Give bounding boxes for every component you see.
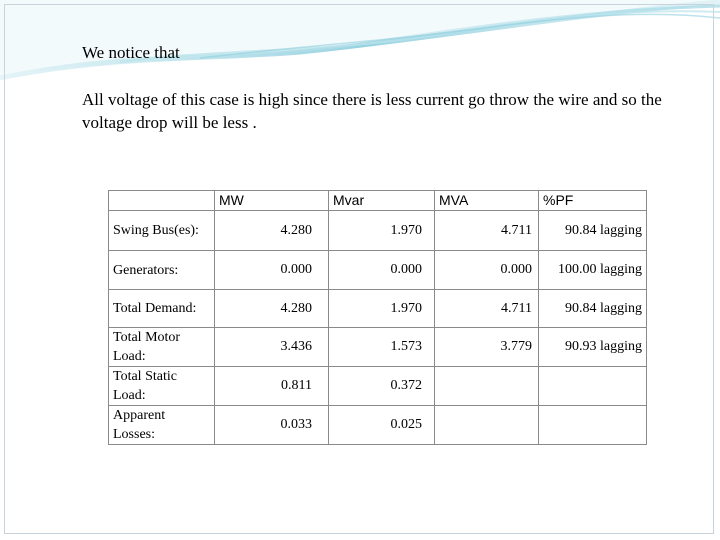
table-row — [109, 251, 647, 290]
row-label: Total Demand: — [109, 290, 215, 328]
header-cell-pf: %PF — [539, 191, 647, 211]
row-label: Generators: — [109, 251, 215, 290]
cell-mvar: 1.970 — [329, 290, 435, 328]
cell-mw: 0.033 — [215, 406, 329, 445]
cell-mvar: 0.025 — [329, 406, 435, 445]
cell-mva: 4.711 — [435, 290, 539, 328]
table-header-row — [109, 191, 647, 211]
table-row — [109, 211, 647, 251]
cell-mw: 4.280 — [215, 290, 329, 328]
table-row — [109, 290, 647, 328]
load-flow-summary-table — [108, 190, 647, 445]
cell-mw: 0.000 — [215, 251, 329, 290]
cell-pf — [539, 367, 647, 406]
header-cell-label — [109, 191, 215, 211]
cell-mva: 3.779 — [435, 328, 539, 367]
row-label: Total Static Load: — [109, 367, 215, 406]
header-cell-mw: MW — [215, 191, 329, 211]
cell-pf: 90.93 lagging — [539, 328, 647, 367]
header-cell-mvar: Mvar — [329, 191, 435, 211]
cell-pf: 90.84 lagging — [539, 290, 647, 328]
cell-pf: 90.84 lagging — [539, 211, 647, 251]
cell-mvar: 0.000 — [329, 251, 435, 290]
cell-pf: 100.00 lagging — [539, 251, 647, 290]
row-label: Apparent Losses: — [109, 406, 215, 445]
row-label: Total Motor Load: — [109, 328, 215, 367]
slide-paragraph: All voltage of this case is high since there is less current go throw the wire and so the voltage drop will be less . — [82, 90, 662, 132]
cell-mva — [435, 367, 539, 406]
table-row — [109, 367, 647, 406]
cell-pf — [539, 406, 647, 445]
row-label: Swing Bus(es): — [109, 211, 215, 251]
table-row — [109, 328, 647, 367]
cell-mva: 0.000 — [435, 251, 539, 290]
cell-mw: 4.280 — [215, 211, 329, 251]
header-cell-mva: MVA — [435, 191, 539, 211]
cell-mw: 0.811 — [215, 367, 329, 406]
table-row — [109, 406, 647, 445]
slide-heading: We notice that — [82, 43, 180, 62]
cell-mw: 3.436 — [215, 328, 329, 367]
cell-mva: 4.711 — [435, 211, 539, 251]
cell-mvar: 1.573 — [329, 328, 435, 367]
cell-mvar: 1.970 — [329, 211, 435, 251]
cell-mvar: 0.372 — [329, 367, 435, 406]
cell-mva — [435, 406, 539, 445]
